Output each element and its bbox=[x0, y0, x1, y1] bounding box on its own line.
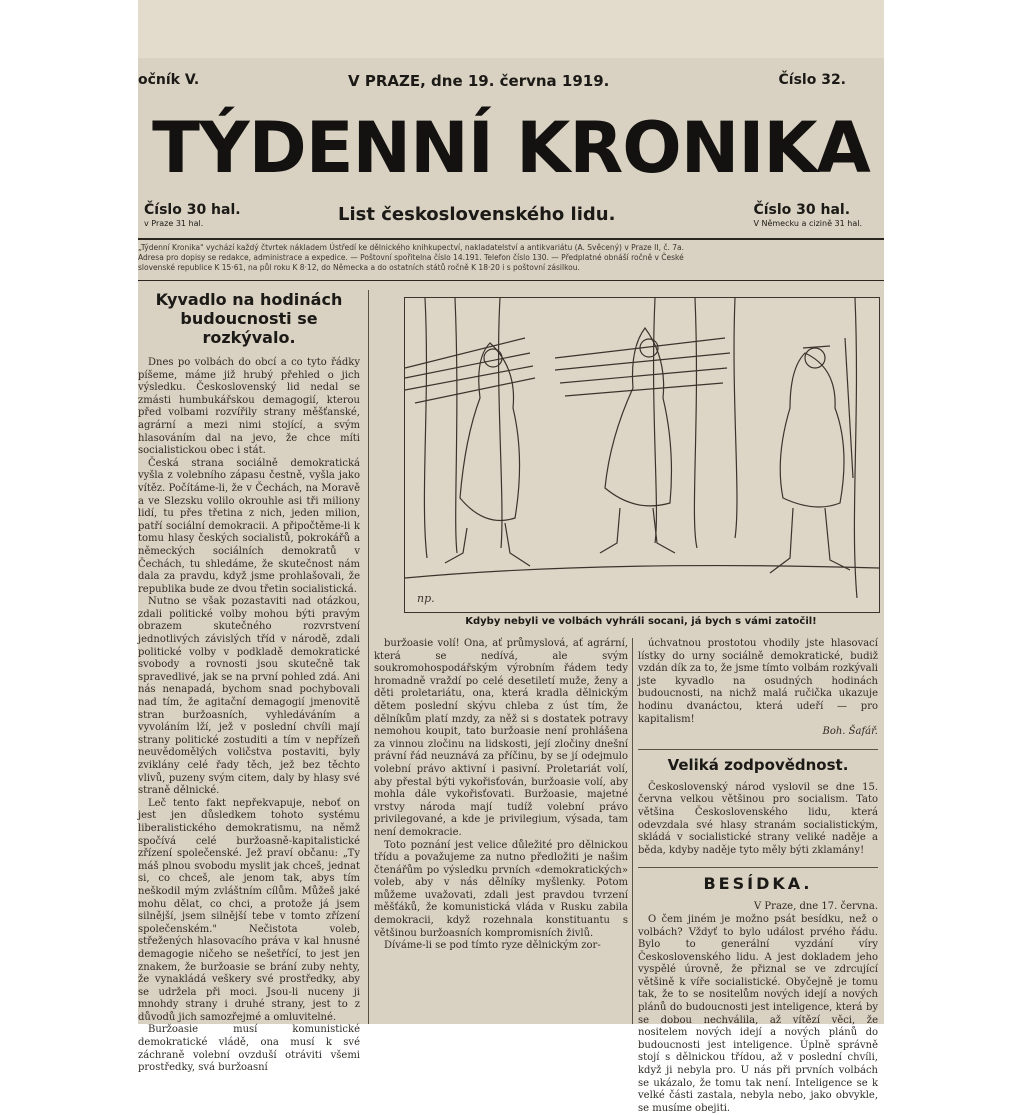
price-right bbox=[753, 203, 862, 231]
header-rule-bottom bbox=[138, 280, 884, 281]
masthead-title: TÝDENNÍ KRONIKA bbox=[152, 107, 870, 189]
paper-top-edge bbox=[138, 0, 884, 58]
dateline-row bbox=[138, 72, 884, 94]
header-rule-top bbox=[138, 238, 884, 240]
right-intro-body bbox=[638, 638, 878, 739]
paragraph: Buržoasie musí komunistické demokratické vládě, ona musí k své záchraně volební ovzduší otráviti všemi prostředky, svá buržoasní bbox=[138, 1024, 360, 1074]
column-divider-left bbox=[368, 290, 369, 1024]
besidka-dateline: V Praze, dne 17. června. bbox=[754, 901, 878, 913]
paragraph: Dnes po volbách do obcí a co tyto řádky píšeme, máme již hrubý přehled o jich výsledku. Československý lid nedal se zmásti humbukářskou demagogií, kterou před volbami rozvířily strany měšťanské, agrární a mezi nimi stojící, a svým hlasováním dal na jevo, že chce míti socialistickou obec i stát. bbox=[138, 357, 360, 457]
paragraph: Československý národ vyslovil se dne 15. června velkou většinou pro socialism. Tato většina Československého lidu, která odevzdala své hlasy stranám socialistickým, skládá v socialistické strany veliké naděje a běda, kdyby naděje tyto měly býti zklamány! bbox=[638, 781, 878, 856]
newspaper-page bbox=[138, 0, 884, 1114]
lead-article bbox=[138, 290, 360, 1075]
imprint-line: slovenské republice K 15·61, na půl roku K 8·12, do Německa a do ostatních států ročně K 18·20 i s poštovní zásilkou. bbox=[138, 263, 580, 272]
imprint-block bbox=[138, 243, 878, 273]
section-heading-besidka: BESÍDKA. bbox=[703, 874, 813, 894]
cartoon-drawing bbox=[405, 298, 879, 612]
volume-label: očník V. bbox=[138, 72, 200, 88]
price-left-label: Číslo 30 hal. bbox=[144, 202, 241, 218]
imprint-line: Adresa pro dopisy se redakce, administrace a expedice. — Poštovní spořitelna číslo 14.191. Telefon číslo 130. — Předplatné obnáší ročně v České bbox=[138, 253, 684, 262]
section-rule bbox=[638, 867, 878, 868]
lead-article-headline: Kyvadlo na hodinách budoucnosti se rozkývalo. bbox=[155, 290, 343, 347]
paragraph: Toto poznání jest velice důležité pro dělnickou třídu a považujeme za nutno předložiti je našim čtenářům po výsledku prvních «demokratických» voleb, aby v nás dělníky myšlenky. Potom můžeme uvažovati, zdali jest pravdou tvrzení měšťáků, že komunistická vláda v Rusku zabila demokracii, když rozehnala konstituantu s většinou buržoasních kompromisních živlů. bbox=[374, 839, 628, 939]
price-right-sub: V Německu a cizině 31 hal. bbox=[753, 219, 862, 228]
price-left bbox=[144, 203, 241, 231]
column-divider-right bbox=[632, 638, 633, 1024]
masthead-subtitle: List československého lidu. bbox=[338, 204, 616, 225]
section-rule bbox=[638, 749, 878, 750]
responsibility-body bbox=[638, 782, 878, 858]
middle-article-body bbox=[374, 638, 628, 953]
imprint-line: „Týdenní Kronika" vychází každý čtvrtek nákladem Ústředí ke dělnického knihkupectví, nakladatelství a antikvariátu (A. Svěcený) v Praze II, č. 7a. bbox=[138, 243, 684, 252]
price-right-label: Číslo 30 hal. bbox=[753, 202, 851, 218]
paragraph: Díváme-li se pod tímto ryze dělnickým zor- bbox=[384, 940, 601, 952]
cartoon-illustration bbox=[404, 297, 880, 613]
section-heading-responsibility: Veliká zodpovědnost. bbox=[667, 755, 849, 774]
paragraph: Nutno se však pozastaviti nad otázkou, zdali politické volby mohou býti pravým obrazem skutečného rozvrstvení jednotlivých závislých tříd v národě, zdali politické volby v podkladě demokratické svobody a rovnosti jsou skutečně tak spravedlivé, jak se na první pohled zdá. Ani nás nenapadá, bychom snad pochybovali nad tím, že agitační demagogií jmenovitě stran buržoasních, vyhledáváním a vyvoláním lží, jež v poslední chvíli mají strany politické zostuditi a tím v nepřízeň neuvědomělých voličstva postaviti, byly zviklány celé řady těch, jež bez těchto vlivů, puzeny svým citem, daly by hlasy své straně dělnické. bbox=[138, 596, 360, 797]
cartoon-caption: Kdyby nebyli ve volbách vyhráli socani, já bych s vámi zatočil! bbox=[465, 616, 817, 627]
paragraph: Česká strana sociálně demokratická vyšla z volebního zápasu čestně, vyšla jako vítěz. Počítáme-li, že v Čechách, na Moravě a ve Slezsku volilo okrouhle asi tři miliony lidí, tu přes třetina z nich, jeden milion, patří sociální demokracii. A připočtěme-li k tomu hlasy českých socialistů, pokrokářů a německých sociálních demokratů v Čechách, tu shledáme, že skutečnost nám dala za pravdu, když jsme prohlašovali, že republika bude ze dvou třetin socialistická. bbox=[138, 457, 360, 595]
price-left-sub: v Praze 31 hal. bbox=[144, 219, 204, 228]
paragraph: buržoasie volí! Ona, ať průmyslová, ať agrární, která se nedívá, ale svým soukromohospodářským výrobním řádem tedy hromadně vraždí po celé desetiletí muže, ženy a děti proletariátu, ona, která kradla dělnickým dětem poslední skývu chleba z úst tím, že dělníkům platí mzdy, za něž si s dostatek potravy nemohou koupit, tato buržoasie není prohlášena za vinnou zločinu na lidskosti, její zločiny dnešní právní řád neuznává za příčinu, by se jí odejmulo volební právo aktivní i pasivní. Proletariát volí, aby přestal býti vykořisťován, buržoasie volí, aby mohla dále vykořisťovati. Buržoasie, majetné vrstvy národa mají tudíž volební právo privilegované, a kde je privilegium, výsada, tam není demokracie. bbox=[374, 638, 628, 838]
paragraph: O čem jiném je možno psát besídku, než o volbách? Vždyť to bylo událost prvého řádu. Bylo to generální vyzdání víry Československého lidu. A jest dokladem jeho vyspělé úrovně, že přiznal se ve zdrcující většině k víře socialistické. Obyčejně je tomu tak, že to se nositelům nových idejí a nových plánů do budoucnosti jest inteligence, která by se dobou nechválila, až vítězí věci, že nositelem nových idejí a nových plánů do budoucnosti jest inteligence. Úplně správně stojí s dělnickou třídou, až v poslední chvíli, když ji nebyla pro. U nás při prvních volbách se ukázalo, že tomu tak není. Inteligence se k velké části zastala, nebyla nebo, jako obvykle, se musíme obejiti. bbox=[638, 913, 878, 1114]
middle-article bbox=[374, 638, 628, 953]
author-signature: Boh. Šafář. bbox=[822, 726, 878, 738]
issue-number: Číslo 32. bbox=[778, 72, 846, 88]
illustration-signature: np. bbox=[417, 592, 435, 605]
lead-article-body bbox=[138, 357, 360, 1075]
issue-date: V PRAZE, dne 19. června 1919. bbox=[348, 72, 610, 90]
paragraph: úchvatnou prostotou vhodily jste hlasovací lístky do urny sociálně demokratické, budiž vzdán dík za to, že jsme tímto volbám rozkývali jste kyvadlo na osudných hodinách budoucnosti, na nichž malá ručička ukazuje hodinu dvanáctou, která udeří — pro kapitalism! bbox=[638, 638, 878, 725]
right-column bbox=[638, 638, 878, 1115]
besidka-body bbox=[638, 901, 878, 1115]
paragraph: Leč tento fakt nepřekvapuje, neboť on jest jen důsledkem tohoto systému liberalistického demokratismu, na němž spočívá celé buržoasně-kapitalistické zřízení společenské. Jež praví občanu: „Ty máš plnou svobodu myslit jak chceš, jednat si, co chceš, ale jenom tak, abys tím neškodil mým zvláštním cílům. Můžeš jaké mohu dělat, co chci, a protože já jsem silnější, jsem silnější tebe v tomto zřízení společenském." Nečistota voleb, střežených hlasovacího práva v kal hnusné demagogie ničeho se nešetřící, to jest jen znakem, že buržoasie se brání zuby nehty, že vynakládá veškery své prostředky, aby se udržela při moci. Jsou-li nuceny ji mnohdy strany i druhé strany, jest to z důvodů jich samozřejmé a omluvitelné. bbox=[138, 797, 360, 1023]
